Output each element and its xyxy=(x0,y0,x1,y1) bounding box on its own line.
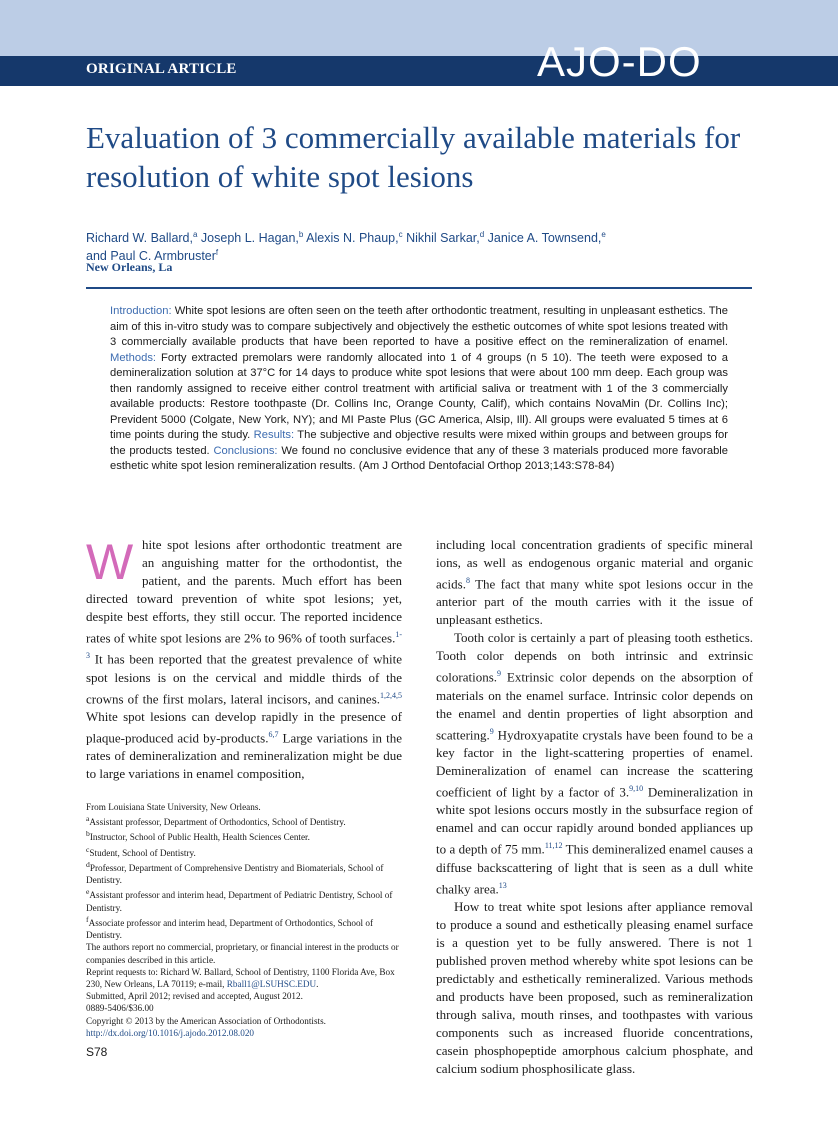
abstract-heading: Introduction: xyxy=(110,305,172,317)
author: Joseph L. Hagan,$^b$ xyxy=(200,230,304,246)
footnote-affiliation: $^f$Associate professor and interim head, Department of Orthodontics, School of Dentistry. xyxy=(86,914,374,941)
footnotes xyxy=(86,801,404,1039)
body-paragraph: including local concentration gradients of specific mineral ions, as well as endogenous organic material and organic acids.$^8$ The fact that many white spot lesions occur in the anterior part of the mouth carries with it the issue of unpleasant esthetics. xyxy=(436,537,753,628)
journal-logo: AJO-DO xyxy=(537,38,702,85)
drop-cap: W xyxy=(86,534,134,590)
abstract-heading: Conclusions: xyxy=(213,444,278,457)
footnote-affiliation: $^e$Assistant professor and interim head, Department of Pediatric Dentistry, School of Dentistry. xyxy=(86,887,393,913)
body-paragraph: Tooth color is certainly a part of pleasing tooth esthetics. Tooth color depends on both intrinsic and extrinsic colorations.$^9$ Extrinsic color depends on the absorption of materials on the enamel surface. Intrinsic color depends on the enamel and dentin properties of light absorption and scattering.$^9$ Hydroxyapatite crystals have been found to be a key factor in the light-scattering properties of enamel. Demineralization of enamel can increase the scattering coefficient of light by a factor of 3.$^{9,10}$ Demineralization in white spot lesions occurs mostly in the subsurface region of enamel and can occur rapidly around bonded appliances up to a depth of 75 mm.$^{11,12}$ This demineralized enamel causes a diffuse backscattering of light that is seen as a dull white chalky area.$^{13}$ xyxy=(436,630,753,896)
footnote-affiliation: $^d$Professor, Department of Comprehensive Dentistry and Biomaterials, School of Dentistry. xyxy=(86,860,384,886)
doi-link[interactable]: http://dx.doi.org/10.1016/j.ajodo.2012.08.020 xyxy=(86,1027,255,1038)
citation-ref[interactable]: 8 xyxy=(465,576,470,585)
page-number: S78 xyxy=(86,1045,108,1059)
citation-ref[interactable]: 1,2,4,5 xyxy=(380,690,402,700)
author-location: New Orleans, La xyxy=(86,260,173,274)
citation-ref[interactable]: 9 xyxy=(497,669,502,679)
footnote-affiliation: $^b$Instructor, School of Public Health, Health Sciences Center. xyxy=(86,829,310,843)
author: Alexis N. Phaup,$^c$ xyxy=(306,230,403,246)
footnote-affiliation: $^a$Assistant professor, Department of Orthodontics, School of Dentistry. xyxy=(86,814,346,828)
citation-ref[interactable]: 13 xyxy=(498,880,507,890)
citation-ref[interactable]: 6,7 xyxy=(268,729,279,739)
author: Nikhil Sarkar,$^d$ xyxy=(406,230,485,246)
author-list xyxy=(86,228,746,263)
journal-header-band xyxy=(0,0,838,56)
abstract xyxy=(110,304,728,475)
citation-ref[interactable]: 11,12 xyxy=(544,841,563,851)
body-paragraph: hite spot lesions after orthodontic treatment are an anguishing matter for the orthodontist, the patient, and the parents. Much effort has been directed toward prevention of white spot lesions; yet, despite best efforts, they still occur. The reported incidence rates of white spot lesions are 2% to 96% of tooth surfaces.$^{1-3}$ It has been reported that the greatest prevalence of white spot lesions is on the cervical and middle thirds of the crowns of the first molars, lateral incisors, and canines.$^{1,2,4,5}$ White spot lesions can develop rapidly in the presence of plaque-produced acid by-products.$^{6,7}$ Large variations in the rates of demineralization and remineralization might be due to large variations in enamel composition, xyxy=(86,537,402,782)
body-column-right xyxy=(436,536,753,1078)
abstract-heading: Methods: xyxy=(110,351,157,364)
footnote-institution: From Louisiana State University, New Orleans. xyxy=(86,802,261,812)
footnote-reprint: Reprint requests to: Richard W. Ballard, School of Dentistry, 1100 Florida Ave, Box 230, New Orleans, LA 70119; e-mail, Rball1@LSUHSC.EDU. xyxy=(86,966,395,990)
section-label: ORIGINAL ARTICLE xyxy=(86,61,237,77)
abstract-text: White spot lesions are often seen on the teeth after orthodontic treatment, resulting in unpleasant esthetics. The aim of this in-vitro study was to compare subjectively and objectively the esthetic outcomes of white spot lesions treated with 3 commercially available products that have been reported to have a positive effect on the remineralization of enamel. xyxy=(110,305,728,348)
article-title: Evaluation of 3 commercially available materials for resolution of white spot lesions xyxy=(86,120,741,194)
body-paragraph: How to treat white spot lesions after appliance removal to produce a sound and esthetically pleasing enamel surface is a question yet to be fully answered. There is not 1 published proven method whereby white spot lesions can be predictably and esthetically remineralized. Various methods and products have been proposed, such as remineralization through saliva, mouth rinses, and toothpastes with various components such as increased fluoride concentrations, casein phosphopeptide amorphous calcium phosphate, and calcium sodium phosphosilicate glass. xyxy=(436,898,753,1076)
citation-ref[interactable]: 1-3 xyxy=(86,630,402,661)
citation-ref[interactable]: 9,10 xyxy=(629,783,644,793)
reprint-email-link[interactable]: Rball1@LSUHSC.EDU xyxy=(226,979,317,990)
footnote-disclosure: The authors report no commercial, proprietary, or financial interest in the products or companies described in this article. xyxy=(86,942,399,965)
abstract-heading: Results: xyxy=(253,429,295,441)
footnote-issn: 0889-5406/$36.00 xyxy=(86,1003,154,1014)
author: Janice A. Townsend,$^e$ xyxy=(487,230,606,246)
footnote-copyright: Copyright © 2013 by the American Association of Orthodontists. xyxy=(86,1015,326,1026)
footnote-submitted: Submitted, April 2012; revised and accepted, August 2012. xyxy=(86,991,303,1002)
abstract-text: Forty extracted premolars were randomly allocated into 1 of 4 groups (n 5 10). The teeth were exposed to a demineralization solution at 37°C for 14 days to produce white spot lesions that were about 100 mm deep. Each group was then randomly assigned to receive either control treatment with artificial saliva or treatment with 1 of the 3 commercially available products: Restore toothpaste (Dr. Collins Inc, Orange County, Calif), which contains NovaMin (Dr. Collins Inc); Prevident 5000 (Colgate, New York, NY); and MI Paste Plus (GC America, Alsip, Ill). All groups were evaluated 5 times at 6 time points during the study. xyxy=(110,351,728,441)
footnote-doi xyxy=(86,1027,404,1039)
abstract-divider xyxy=(86,287,752,289)
abstract-text: We found no conclusive evidence that any of these 3 materials produced more favorable esthetic white spot lesion remineralization results. (Am J Orthod Dentofacial Orthop 2013;143:S78-84) xyxy=(110,444,729,472)
body-column-left xyxy=(86,536,402,783)
citation-ref[interactable]: 9 xyxy=(489,726,494,736)
abstract-text: The subjective and objective results were mixed within groups and between groups for the products tested. xyxy=(110,429,729,457)
author: and Paul C. Armbruster$^f$ xyxy=(86,247,219,263)
footnote-affiliation: $^c$Student, School of Dentistry. xyxy=(86,844,196,858)
author: Richard W. Ballard,$^a$ xyxy=(86,230,198,246)
